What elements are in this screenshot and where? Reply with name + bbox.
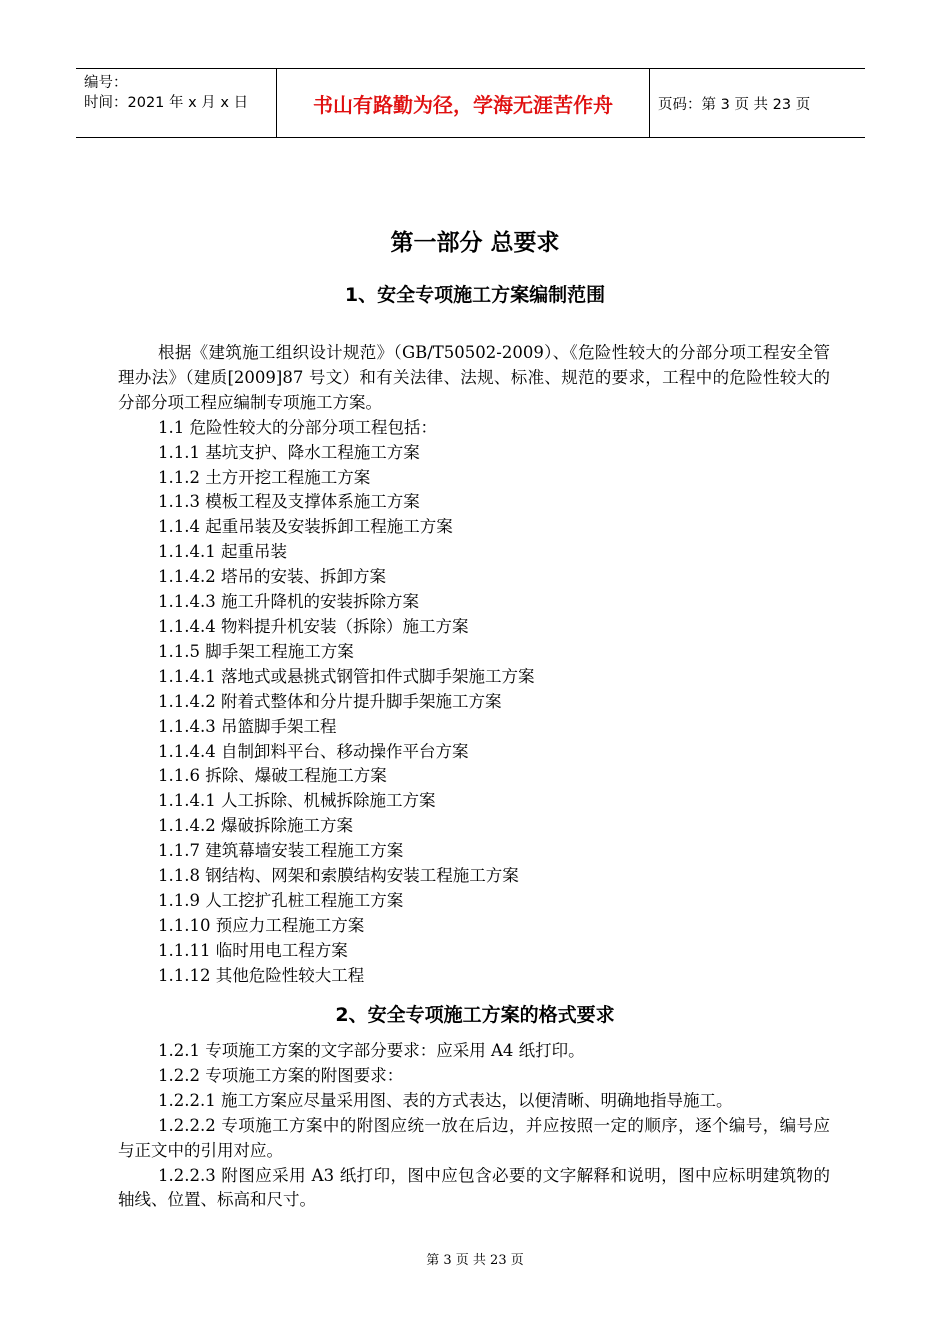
list-item: 1.2.2 专项施工方案的附图要求： (158, 1065, 404, 1085)
list-item: 1.2.1 专项施工方案的文字部分要求：应采用 A4 纸打印。 (158, 1041, 585, 1060)
document-date: 时间：2021 年 x 月 x 日 (84, 95, 249, 111)
list-item: 1.1.2 土方开挖工程施工方案 (158, 467, 371, 487)
list-item: 1.1.9 人工挖扩孔桩工程施工方案 (158, 890, 404, 910)
section1-heading: 1、安全专项施工方案编制范围 (344, 284, 606, 306)
page-title: 第一部分 总要求 (390, 230, 560, 256)
header-meta (76, 69, 277, 137)
list-item: 1.1.4.1 落地式或悬挑式钢管扣件式脚手架施工方案 (158, 666, 535, 686)
list-item: 1.1.4.1 起重吊装 (158, 542, 287, 562)
list-item: 1.1.7 建筑幕墙安装工程施工方案 (158, 841, 404, 861)
list-item: 1.1.3 模板工程及支撑体系施工方案 (158, 492, 420, 512)
list-item: 1.1.8 钢结构、网架和索膜结构安装工程施工方案 (158, 866, 519, 886)
list-item: 1.1.12 其他危险性较大工程 (158, 965, 365, 985)
list-item: 1.1.11 临时用电工程方案 (158, 940, 348, 960)
header-motto: 书山有路勤为径，学海无涯苦作舟 (277, 69, 650, 137)
list-item: 1.1.4.3 吊篮脚手架工程 (158, 716, 337, 736)
list-item: 1.1.4.2 塔吊的安装、拆卸方案 (158, 567, 386, 587)
list-item: 1.1.4.1 人工拆除、机械拆除施工方案 (158, 791, 436, 811)
list-item: 1.1.1 基坑支护、降水工程施工方案 (158, 442, 420, 462)
list-item: 1.1.4.3 施工升降机的安装拆除方案 (158, 592, 419, 612)
section2-paragraph: 1.2.2.2 专项施工方案中的附图应统一放在后边，并应按照一定的顺序，逐个编号，编号应与正文中的引用对应。 (118, 1115, 830, 1160)
list-item: 1.1.6 拆除、爆破工程施工方案 (158, 766, 387, 786)
list-item: 1.1.4.4 自制卸料平台、移动操作平台方案 (158, 741, 469, 761)
list-item: 1.1 危险性较大的分部分项工程包括： (158, 417, 437, 437)
section2-body (118, 1039, 830, 1213)
header-page-info: 页码：第 3 页 共 23 页 (658, 96, 811, 113)
list-item: 1.1.4.4 物料提升机安装（拆除）施工方案 (158, 616, 469, 636)
list-item: 1.1.5 脚手架工程施工方案 (158, 641, 354, 661)
section2-paragraph: 1.2.2.3 附图应采用 A3 纸打印，图中应包含必要的文字解释和说明，图中应标明建筑物的轴线、位置、标高和尺寸。 (118, 1165, 830, 1210)
section1-intro: 根据《建筑施工组织设计规范》（GB/T50502-2009）、《危险性较大的分部分项工程安全管理办法》（建质[2009]87 号文）和有关法律、法规、标准、规范的要求，工程中的危险性较大的分部分项工程应编制专项施工方案。 (118, 343, 830, 412)
list-item: 1.1.10 预应力工程施工方案 (158, 915, 365, 935)
document-number-label: 编号： (84, 75, 128, 91)
header-table (76, 68, 865, 138)
list-item: 1.1.4 起重吊装及安装拆卸工程施工方案 (158, 517, 453, 537)
section2-heading: 2、安全专项施工方案的格式要求 (335, 1004, 615, 1026)
section1-body (118, 341, 830, 989)
list-item: 1.2.2.1 施工方案应尽量采用图、表的方式表达，以便清晰、明确地指导施工。 (158, 1090, 733, 1110)
list-item: 1.1.4.2 爆破拆除施工方案 (158, 816, 353, 836)
page-footer: 第 3 页 共 23 页 (426, 1253, 524, 1268)
list-item: 1.1.4.2 附着式整体和分片提升脚手架施工方案 (158, 691, 502, 711)
